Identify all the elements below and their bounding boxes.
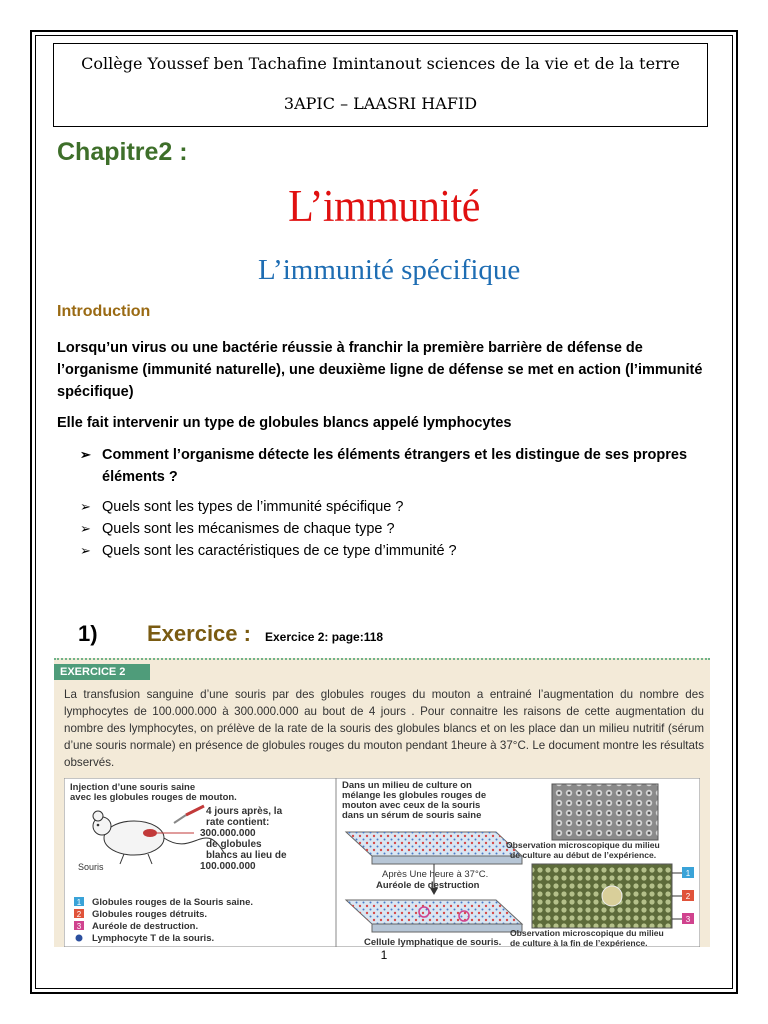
legend-label: Lymphocyte T de la souris.: [92, 933, 215, 944]
exercise-text: La transfusion sanguine d’une souris par des globules rouges du mouton a entrainé l’augmentation du nombre des lymphocytes de 100.000.000 à 300.000.000 au bout de 4 jours . Pour connaitre les raisons de cette augmentation du nombre des lymphocytes, on prélève de la rate de la souris des globules blancs et on les place dan un milieu nutritif (sérum d’une souris normale) en présence de globules rouges du mouton pendant 1heure à 37°C. Le document montre les résultats observés.: [64, 688, 704, 769]
legend-label: Auréole de destruction.: [92, 921, 199, 932]
legend-number: 3: [76, 922, 82, 931]
culture-slide-start: [346, 832, 522, 864]
note-line: 4 jours après, la: [206, 806, 283, 817]
exercise-badge: EXERCICE 2: [54, 664, 150, 680]
legend-number: 2: [76, 910, 82, 919]
exercise-figure: [64, 778, 700, 947]
caption-line: de culture à la fin de l’expérience.: [510, 938, 648, 947]
note-line: 300.000.000: [200, 828, 256, 839]
exercise-number: 1): [78, 621, 98, 646]
list-item: [80, 518, 705, 540]
legend-number: 1: [76, 898, 82, 907]
exercise-label: Exercice :: [147, 621, 251, 646]
aureole-label: Auréole de destruction: [376, 880, 480, 891]
list-item: [80, 496, 705, 518]
note-line: blancs au lieu de: [206, 850, 287, 861]
arrow-bullet-icon: ➢: [80, 499, 91, 514]
key-question-list: [80, 444, 705, 488]
chapter-title: L’immunité: [288, 182, 480, 232]
obs-end-caption: [510, 928, 666, 947]
caption-line: Observation microscopique du milieu: [506, 840, 660, 850]
caption-line: mélange les globules rouges de: [342, 790, 487, 801]
chapter-label: Chapitre2 :: [57, 138, 188, 166]
marker-number: 3: [685, 915, 691, 924]
exercise-scan: [54, 658, 710, 947]
caption-line: de culture au début de l’expérience.: [510, 850, 657, 860]
culture-slide-end: [346, 900, 522, 932]
question-list: [80, 496, 705, 562]
school-line: Collège Youssef ben Tachafine Imintanout sciences de la vie et de la terre: [81, 54, 680, 73]
list-item-text: Quels sont les types de l’immunité spécifique ?: [102, 499, 404, 515]
caption-line: dans un sérum de souris saine: [342, 810, 482, 821]
page-number: 1: [380, 948, 388, 962]
arrow-bullet-icon: ➢: [80, 543, 91, 558]
intro-heading: Introduction: [57, 303, 151, 320]
list-item: [80, 444, 705, 488]
header-box: [53, 43, 708, 127]
caption-line: mouton avec ceux de la souris: [342, 800, 481, 811]
caption-line: Observation microscopique du milieu: [510, 928, 664, 938]
obs-start-caption: [506, 840, 662, 860]
chapter-subtitle: L’immunité spécifique: [258, 254, 521, 286]
caption-line: Dans un milieu de culture on: [342, 780, 472, 791]
legend-label: Globules rouges de la Souris saine.: [92, 897, 254, 908]
list-item-text: Comment l’organisme détecte les éléments étrangers et les distingue de ses propres éléments ?: [102, 447, 688, 485]
note-line: 100.000.000: [200, 861, 256, 872]
marker-number: 1: [685, 869, 691, 878]
intro-paragraph-1: Lorsqu’un virus ou une bactérie réussie à franchir la première barrière de défense de l’organisme (immunité naturelle), une deuxième ligne de défense se met en action (l’immunité spécifique): [57, 340, 703, 400]
list-item: [80, 540, 705, 562]
note-line: de globules: [206, 839, 262, 850]
culture-caption: [342, 780, 489, 821]
marker-number: 2: [685, 892, 691, 901]
caption-line: Injection d’une souris saine: [70, 782, 196, 793]
intro-paragraph-2: Elle fait intervenir un type de globules blancs appelé lymphocytes: [57, 415, 512, 431]
legend-label: Globules rouges détruits.: [92, 909, 208, 920]
exercise-reference: Exercice 2: page:118: [265, 630, 384, 644]
caption-line: avec les globules rouges de mouton.: [70, 792, 237, 803]
note-line: rate contient:: [206, 817, 270, 828]
legend-dot: [76, 935, 83, 942]
class-teacher-line: 3APIC – LAASRI HAFID: [283, 94, 478, 113]
after-hour-label: Après Une heure à 37°C.: [382, 869, 489, 880]
micrograph-start: [552, 784, 658, 840]
list-item-text: Quels sont les mécanismes de chaque type ?: [102, 521, 395, 537]
arrow-bullet-icon: ➢: [80, 521, 91, 536]
list-item-text: Quels sont les caractéristiques de ce type d’immunité ?: [102, 543, 457, 559]
mouse-label: Souris: [78, 862, 104, 872]
lymph-cell-label: Cellule lymphatique de souris.: [364, 937, 502, 947]
arrow-bullet-icon: ➢: [80, 447, 91, 462]
